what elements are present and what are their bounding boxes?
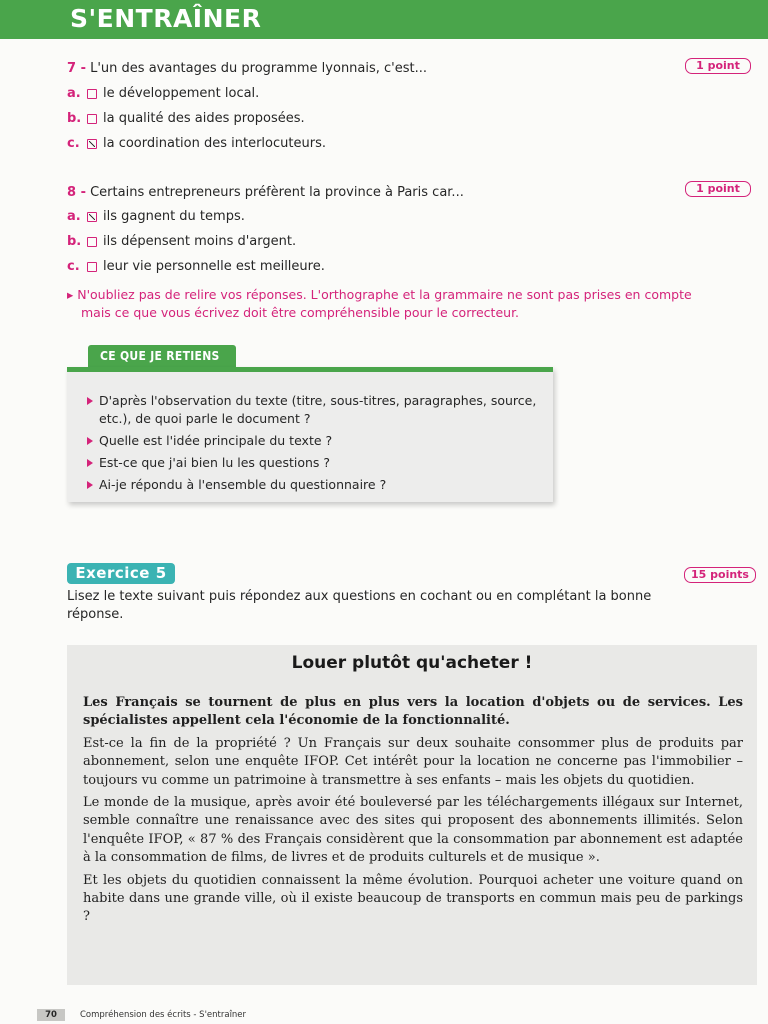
checkbox-unchecked[interactable] (87, 262, 97, 272)
option-text: ils gagnent du temps. (103, 209, 245, 224)
question-8-number: 8 - (67, 185, 86, 200)
article-paragraph: Est-ce la fin de la propriété ? Un Français sur deux souhaite consommer plus de produits par abonnement, selon une enquête IFOP. Cet intérêt pour la location ne concerne pas l'immobilier – toujours vu comme un patrimoine à transmettre à ses enfants – mais les objets du quotidien. (83, 735, 743, 788)
retiens-box (67, 367, 553, 502)
option-text: leur vie personnelle est meilleure. (103, 259, 325, 274)
option-text: la qualité des aides proposées. (103, 111, 305, 126)
checkbox-unchecked[interactable] (87, 114, 97, 124)
page-number: 70 (37, 1009, 65, 1021)
page-header (0, 0, 768, 39)
proofreading-hint (67, 286, 747, 322)
option-letter: c. (67, 259, 80, 274)
checkbox-checked[interactable] (87, 212, 97, 222)
retiens-item: Est-ce que j'ai bien lu les questions ? (85, 454, 545, 472)
checkbox-unchecked[interactable] (87, 89, 97, 99)
option-letter: a. (67, 86, 81, 101)
article-title: Louer plutôt qu'acheter ! (291, 653, 533, 673)
q8-option-b[interactable] (67, 234, 296, 249)
header-title: S'ENTRAÎNER (70, 4, 262, 33)
article-lead: Les Français se tournent de plus en plus vers la location d'objets ou de services. Les spécialistes appellent cela l'économie de la fonctionnalité. (83, 695, 743, 729)
q8-option-a[interactable] (67, 209, 245, 224)
footer-text: Compréhension des écrits - S'entraîner (80, 1010, 247, 1020)
retiens-item: D'après l'observation du texte (titre, sous-titres, paragraphes, source, etc.), de quoi parle le document ? (85, 392, 545, 428)
exercise-instructions: Lisez le texte suivant puis répondez aux questions en cochant ou en complétant la bonne réponse. (67, 589, 652, 622)
hint-line-2: mais ce que vous écrivez doit être compréhensible pour le correcteur. (81, 305, 520, 320)
q7-option-a[interactable] (67, 86, 259, 101)
question-7 (67, 61, 667, 76)
q7-option-c[interactable] (67, 136, 326, 151)
checkbox-unchecked[interactable] (87, 237, 97, 247)
option-letter: b. (67, 234, 82, 249)
question-8-points: 1 point (685, 181, 751, 197)
option-text: le développement local. (103, 86, 260, 101)
exercise-label: Exercice 5 (67, 563, 175, 584)
article (67, 645, 757, 985)
question-7-text: L'un des avantages du programme lyonnais, c'est... (90, 61, 428, 76)
q8-option-c[interactable] (67, 259, 325, 274)
question-7-number: 7 - (67, 61, 86, 76)
question-8-text: Certains entrepreneurs préfèrent la province à Paris car... (90, 185, 464, 200)
q7-option-b[interactable] (67, 111, 305, 126)
checkbox-checked[interactable] (87, 139, 97, 149)
option-text: ils dépensent moins d'argent. (103, 234, 297, 249)
article-paragraph: Et les objets du quotidien connaissent la même évolution. Pourquoi acheter une voiture quand on habite dans une grande ville, où il existe beaucoup de transports en commun mais peu de parkings ? (83, 872, 743, 925)
question-7-points: 1 point (685, 58, 751, 74)
option-letter: b. (67, 111, 82, 126)
hint-line-1: N'oubliez pas de relire vos réponses. L'orthographe et la grammaire ne sont pas prises en compte (77, 287, 692, 302)
retiens-item: Quelle est l'idée principale du texte ? (85, 432, 545, 450)
article-body (83, 694, 743, 931)
exercise-points: 15 points (684, 567, 756, 583)
article-paragraph: Le monde de la musique, après avoir été bouleversé par les téléchargements illégaux sur Internet, semble connaître une renaissance avec des sites qui proposent des abonnements illimités. Selon l'enquête IFOP, « 87 % des Français considèrent que la consommation par abonnement est adaptée à la consommation de films, de livres et de produits culturels et de musique ». (83, 795, 743, 866)
question-8 (67, 185, 667, 200)
retiens-item: Ai-je répondu à l'ensemble du questionnaire ? (85, 476, 545, 494)
arrow-icon: ▸ (67, 287, 78, 302)
retiens-list (85, 392, 545, 498)
option-letter: c. (67, 136, 80, 151)
retiens-title: CE QUE JE RETIENS (88, 345, 236, 367)
option-letter: a. (67, 209, 81, 224)
option-text: la coordination des interlocuteurs. (103, 136, 326, 151)
